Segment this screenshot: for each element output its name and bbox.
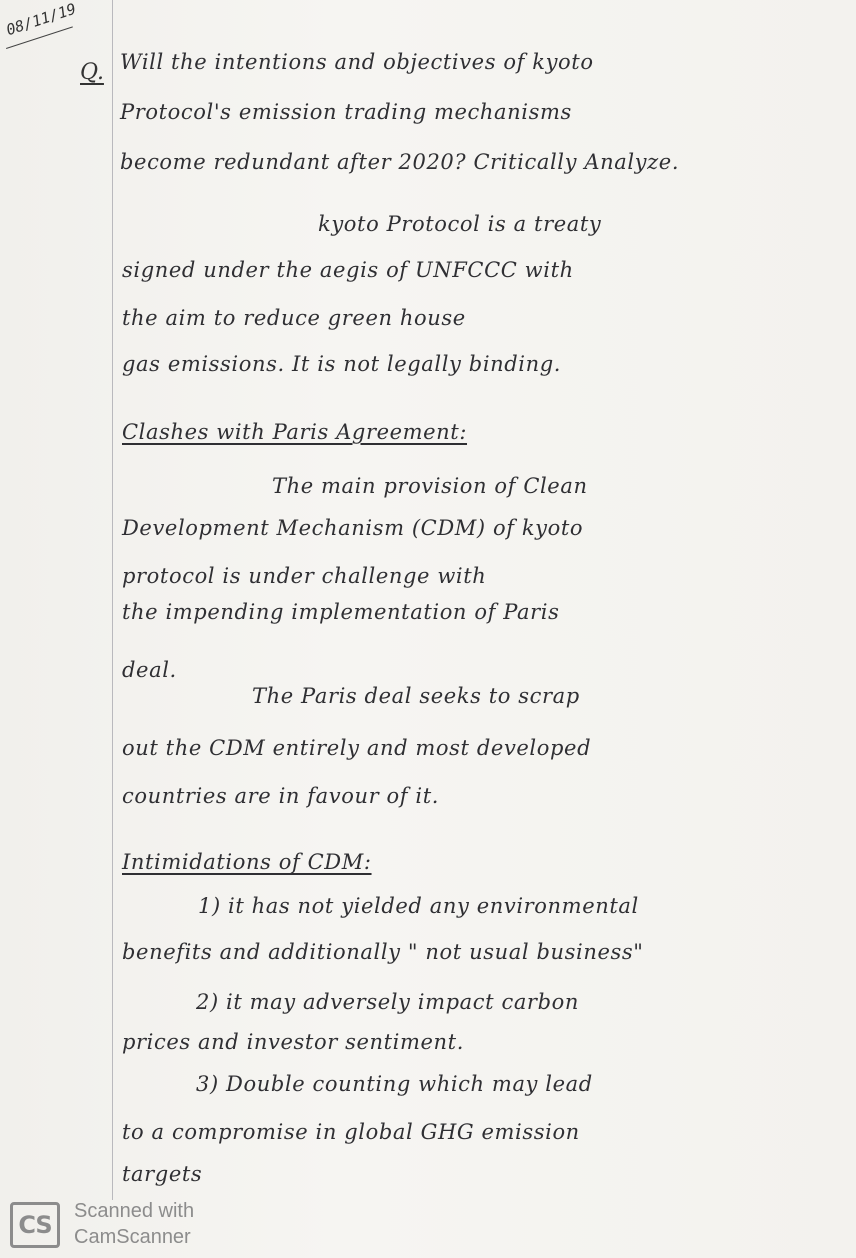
question-marker: Q.	[80, 60, 104, 85]
paris-line-6: The Paris deal seeks to scrap	[252, 684, 580, 708]
paris-line-5: deal.	[122, 658, 177, 682]
paris-line-2: Development Mechanism (CDM) of kyoto	[122, 516, 584, 540]
cdm-point-2-line-2: prices and investor sentiment.	[122, 1030, 464, 1054]
section-heading-cdm: Intimidations of CDM:	[122, 850, 372, 874]
intro-line-2: signed under the aegis of UNFCCC with	[122, 258, 574, 282]
question-line-1: Will the intentions and objectives of kyoto	[120, 50, 594, 74]
intro-line-1: kyoto Protocol is a treaty	[318, 212, 602, 236]
cdm-point-1-line-1: 1) it has not yielded any environmental	[198, 894, 639, 918]
cdm-point-1-line-2: benefits and additionally " not usual business"	[122, 940, 644, 964]
intro-line-4: gas emissions. It is not legally binding.	[122, 352, 562, 376]
paris-line-8: countries are in favour of it.	[122, 784, 440, 808]
paris-line-1: The main provision of Clean	[272, 474, 588, 498]
cdm-point-2-line-1: 2) it may adversely impact carbon	[196, 990, 579, 1014]
intro-line-3: the aim to reduce green house	[122, 306, 466, 330]
paris-line-3: protocol is under challenge with	[122, 564, 487, 588]
question-line-2: Protocol's emission trading mechanisms	[120, 100, 572, 124]
camscanner-watermark	[74, 1198, 194, 1250]
section-heading-paris: Clashes with Paris Agreement:	[122, 420, 468, 444]
camscanner-logo-icon: CS	[10, 1202, 60, 1248]
watermark-line-1: Scanned with	[74, 1200, 195, 1222]
question-line-3: become redundant after 2020? Critically Analyze.	[120, 150, 680, 174]
watermark-line-2: CamScanner	[74, 1226, 191, 1248]
paris-line-7: out the CDM entirely and most developed	[122, 736, 592, 760]
cdm-point-3-line-2: to a compromise in global GHG emission	[122, 1120, 580, 1144]
date-stamp: 08/11/19	[4, 0, 79, 40]
cdm-point-3-line-3: targets	[122, 1162, 203, 1186]
margin-line	[112, 0, 113, 1200]
paris-line-4: the impending implementation of Paris	[122, 600, 560, 624]
cdm-point-3-line-1: 3) Double counting which may lead	[196, 1072, 593, 1096]
